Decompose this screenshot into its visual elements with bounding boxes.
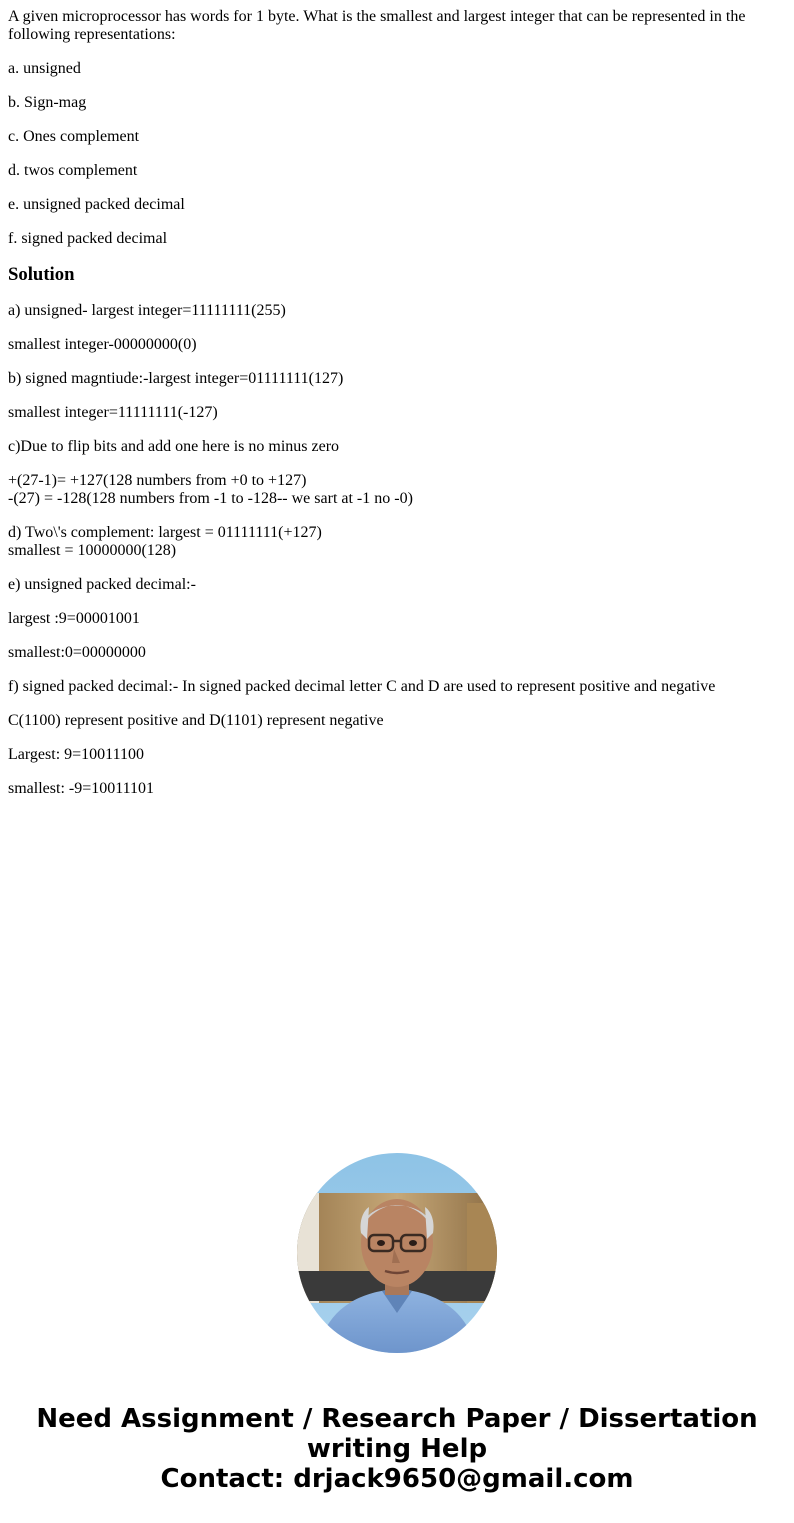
solution-f-heading: f) signed packed decimal:- In signed packed decimal letter C and D are used to represent positive and negative: [8, 678, 716, 695]
avatar: [297, 1153, 497, 1353]
solution-c-block: [8, 472, 786, 508]
solution-c-line1: +(27-1)= +127(128 numbers from +0 to +127): [8, 472, 307, 489]
option-f: f. signed packed decimal: [8, 230, 168, 247]
solution-e-smallest: smallest:0=00000000: [8, 644, 146, 661]
solution-e-heading: e) unsigned packed decimal:-: [8, 576, 196, 593]
option-a: a. unsigned: [8, 60, 81, 77]
footer-banner: [0, 1404, 794, 1494]
solution-heading: Solution: [8, 264, 75, 285]
solution-a-largest: a) unsigned- largest integer=11111111(255): [8, 302, 286, 319]
option-e: e. unsigned packed decimal: [8, 196, 185, 213]
option-d: d. twos complement: [8, 162, 138, 179]
footer-contact: Contact: drjack9650@gmail.com: [160, 1464, 634, 1494]
solution-d-block: [8, 524, 786, 560]
solution-e-largest: largest :9=00001001: [8, 610, 140, 627]
solution-d-line1: d) Two\'s complement: largest = 01111111(+127): [8, 524, 322, 541]
solution-f-note: C(1100) represent positive and D(1101) represent negative: [8, 712, 384, 729]
solution-c-note: c)Due to flip bits and add one here is no minus zero: [8, 438, 340, 455]
document-body: [8, 8, 786, 814]
question-intro: A given microprocessor has words for 1 byte. What is the smallest and largest integer that can be represented in the following representations:: [8, 8, 746, 43]
footer-line1: Need Assignment / Research Paper / Dissertation: [36, 1404, 758, 1434]
solution-f-smallest: smallest: -9=10011101: [8, 780, 155, 797]
solution-b-smallest: smallest integer=11111111(-127): [8, 404, 218, 421]
option-b: b. Sign-mag: [8, 94, 87, 111]
person-photo-icon: [297, 1153, 497, 1353]
solution-f-largest: Largest: 9=10011100: [8, 746, 144, 763]
solution-c-line2: -(27) = -128(128 numbers from -1 to -128-- we sart at -1 no -0): [8, 490, 413, 507]
solution-b-largest: b) signed magntiude:-largest integer=01111111(127): [8, 370, 344, 387]
option-c: c. Ones complement: [8, 128, 140, 145]
footer-line2: writing Help: [306, 1434, 488, 1464]
solution-d-line2: smallest = 10000000(128): [8, 542, 177, 559]
solution-a-smallest: smallest integer-00000000(0): [8, 336, 197, 353]
